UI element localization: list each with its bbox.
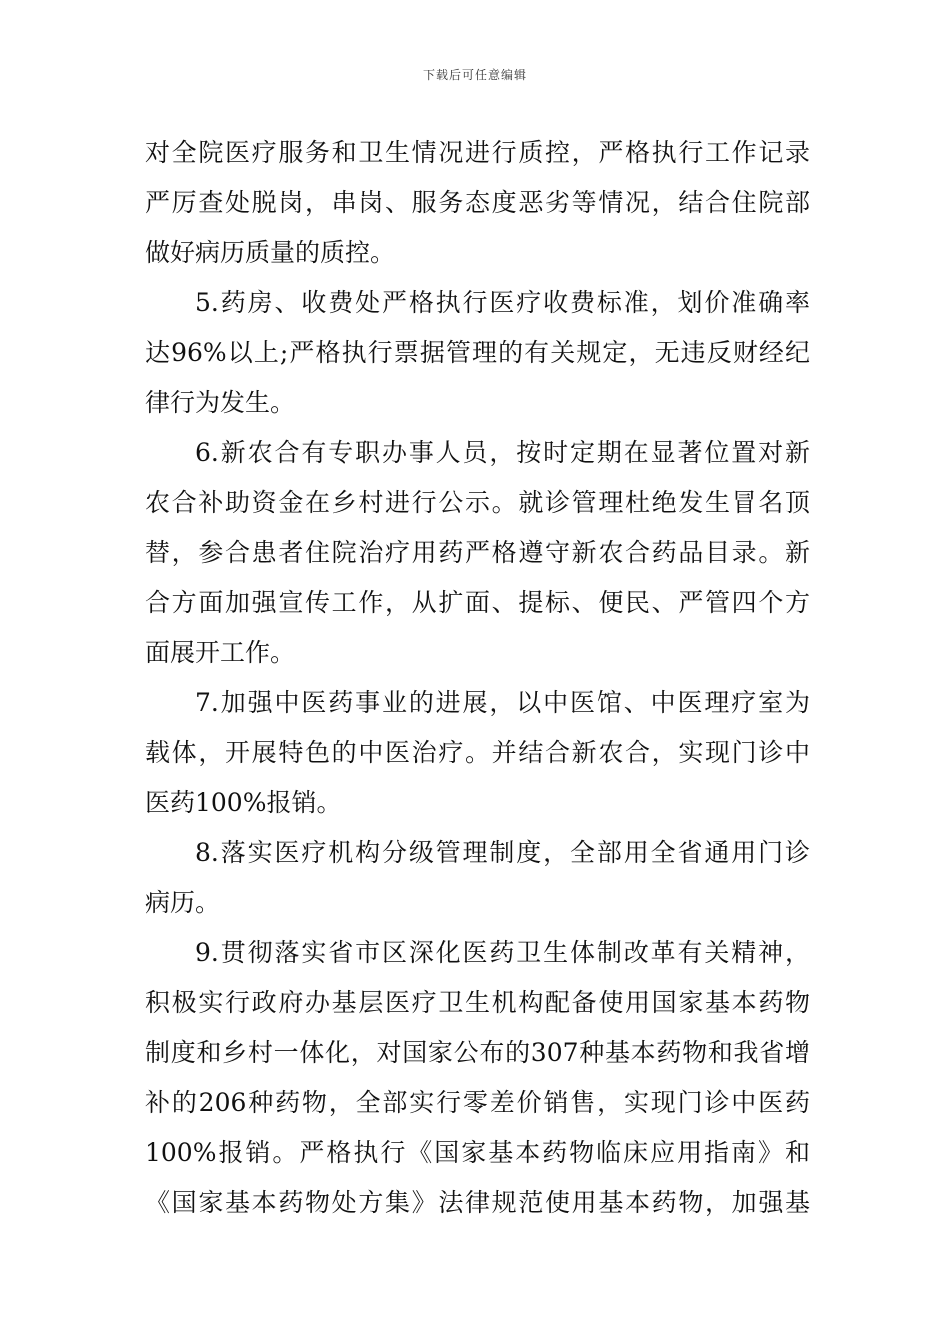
text-line: 面展开工作。 — [145, 638, 296, 667]
text-line: 9.贯彻落实省市区深化医药卫生体制改革有关精神， — [195, 938, 810, 967]
text-line: 制度和乡村一体化，对国家公布的307种基本药物和我省增 — [145, 1038, 810, 1067]
text-line: 病历。 — [145, 888, 221, 917]
text-line: 7.加强中医药事业的进展，以中医馆、中医理疗室为 — [195, 688, 810, 717]
text-line: 8.落实医疗机构分级管理制度，全部用全省通用门诊 — [195, 838, 810, 867]
text-line: 载体，开展特色的中医治疗。并结合新农合，实现门诊中 — [145, 738, 810, 767]
text-line: 100%报销。严格执行《国家基本药物临床应用指南》和 — [145, 1138, 810, 1167]
text-line: 6.新农合有专职办事人员，按时定期在显著位置对新 — [195, 438, 810, 467]
text-line: 达96%以上;严格执行票据管理的有关规定，无违反财经纪 — [145, 338, 810, 367]
text-line: 对全院医疗服务和卫生情况进行质控，严格执行工作记录 — [145, 138, 810, 167]
page-header: 下载后可任意编辑 — [422, 68, 527, 82]
text-line: 医药100%报销。 — [145, 788, 342, 817]
text-line: 做好病历质量的质控。 — [145, 238, 396, 267]
text-line: 严厉查处脱岗，串岗、服务态度恶劣等情况，结合住院部 — [145, 188, 810, 217]
text-line: 《国家基本药物处方集》法律规范使用基本药物，加强基 — [145, 1188, 810, 1217]
text-line: 律行为发生。 — [145, 388, 296, 417]
text-line: 补的206种药物，全部实行零差价销售，实现门诊中医药 — [145, 1088, 810, 1117]
text-line: 积极实行政府办基层医疗卫生机构配备使用国家基本药物 — [145, 988, 810, 1017]
text-line: 合方面加强宣传工作，从扩面、提标、便民、严管四个方 — [145, 588, 810, 617]
text-line: 替，参合患者住院治疗用药严格遵守新农合药品目录。新 — [145, 538, 810, 567]
text-line: 农合补助资金在乡村进行公示。就诊管理杜绝发生冒名顶 — [145, 488, 810, 517]
document-body — [145, 128, 810, 1228]
text-line: 5.药房、收费处严格执行医疗收费标准，划价准确率 — [195, 288, 810, 317]
